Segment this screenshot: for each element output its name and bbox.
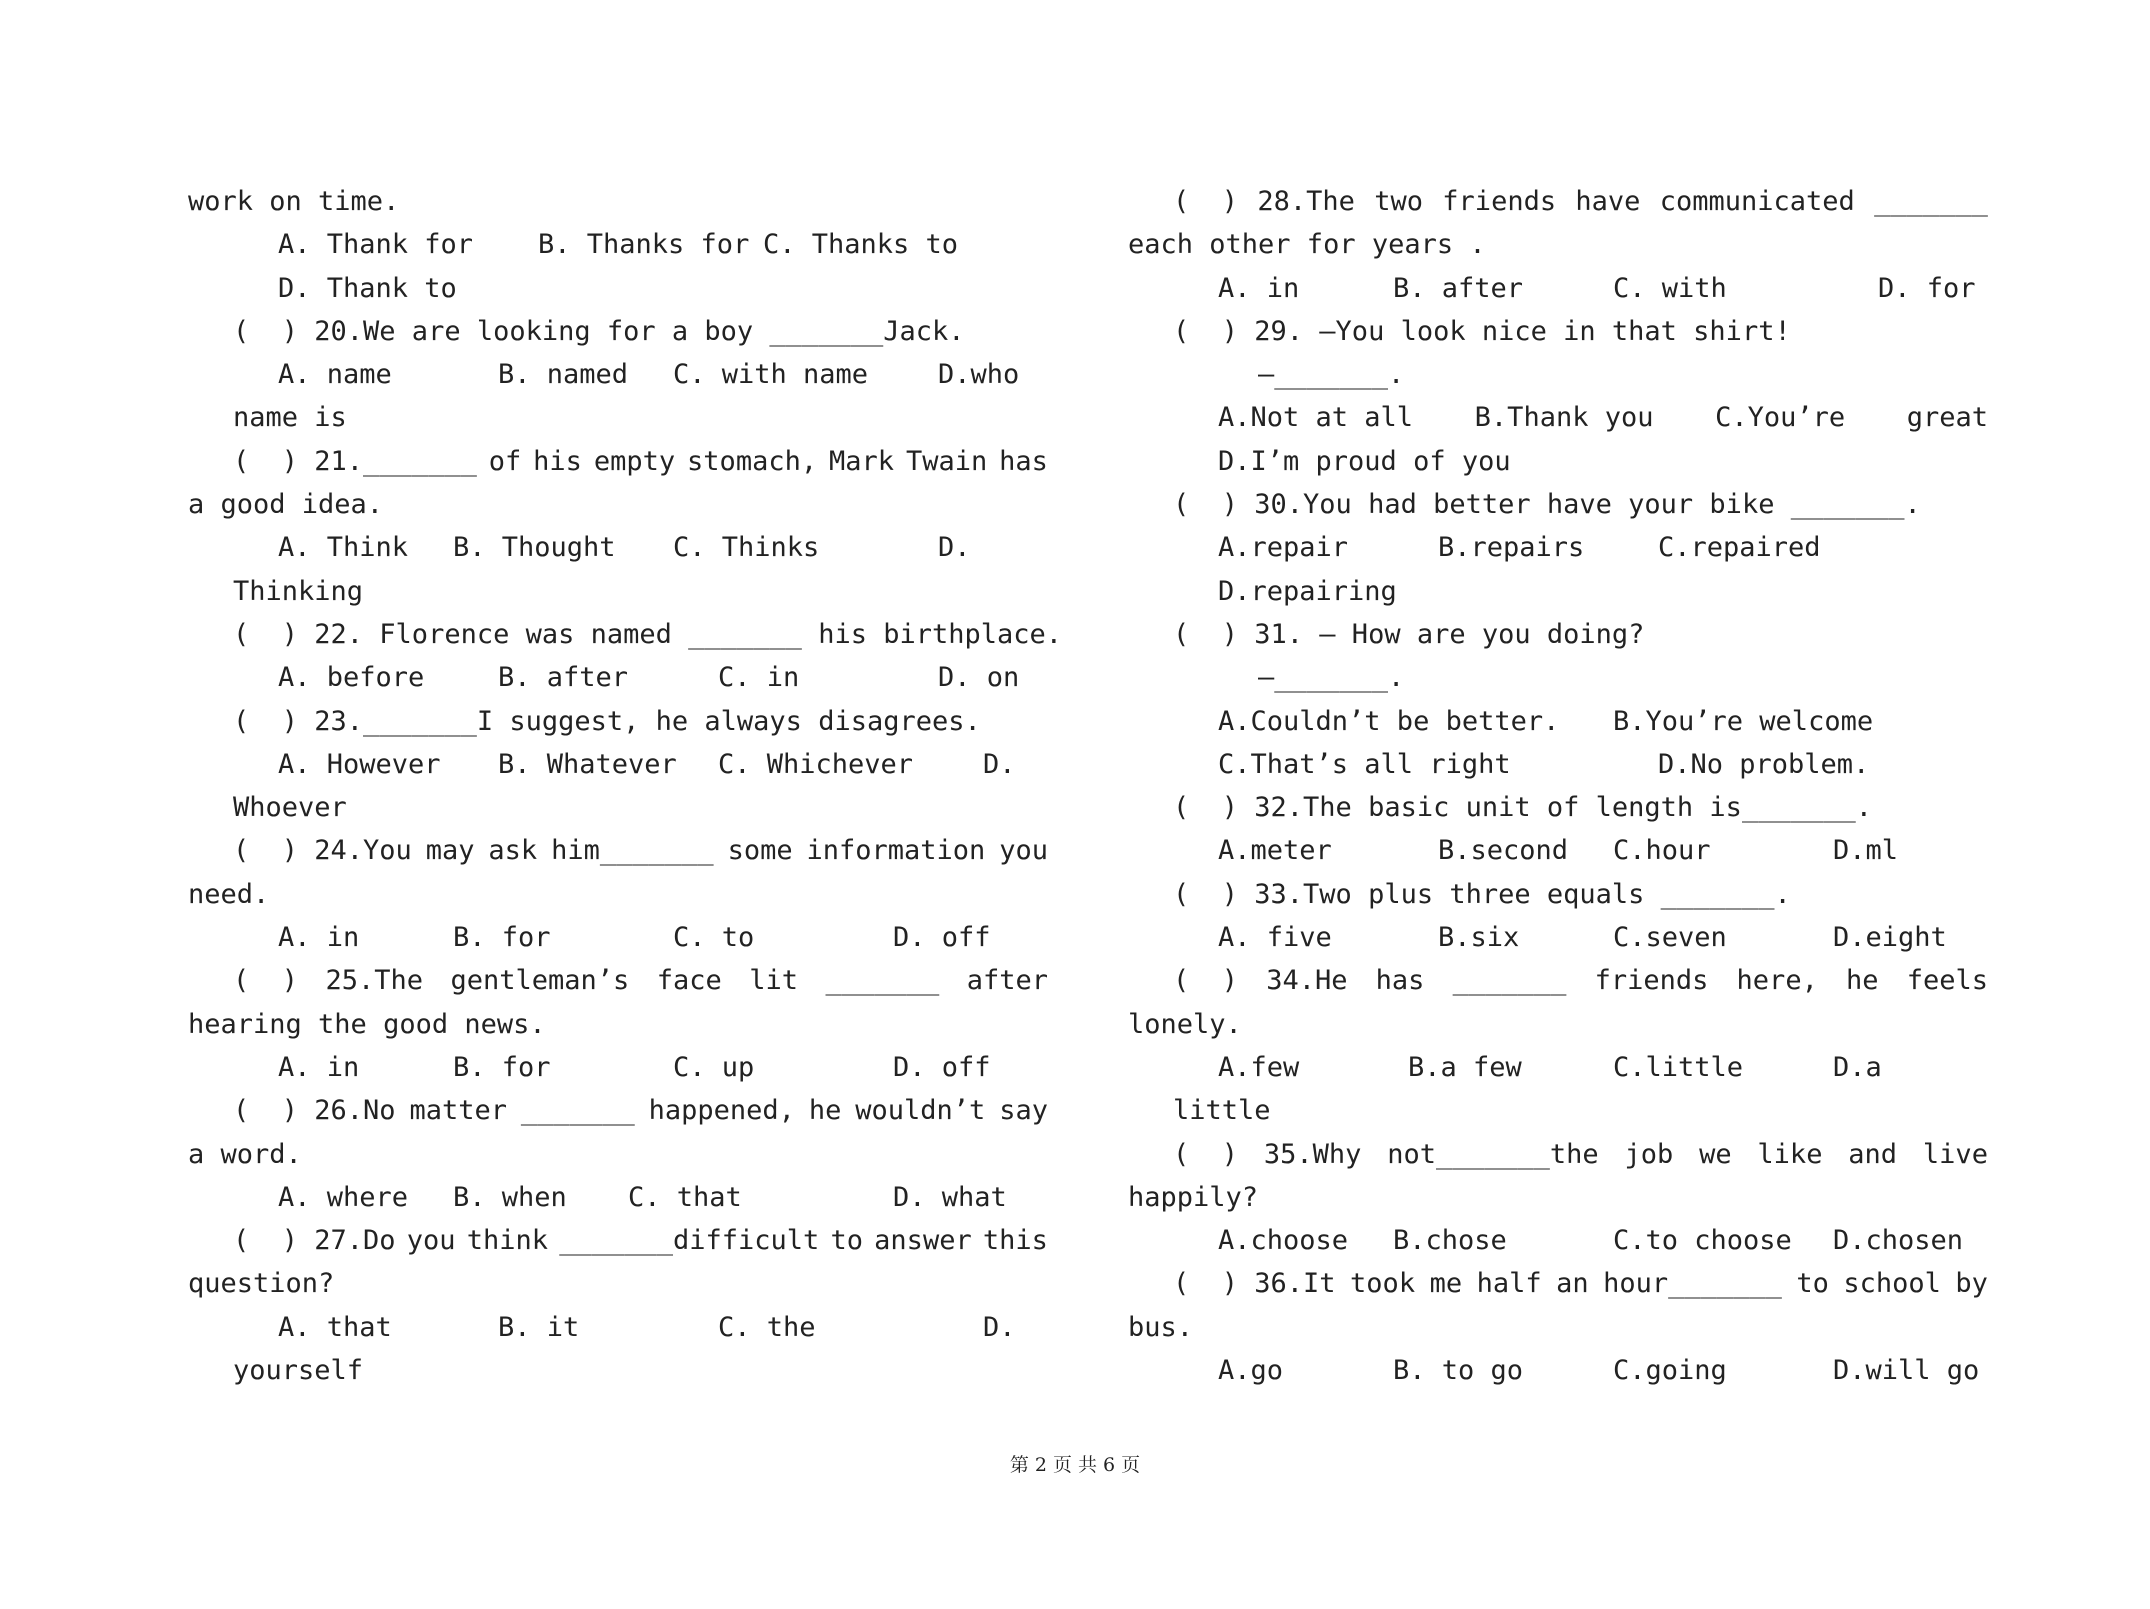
stem-word: think [466,1225,548,1257]
option-c: C. Whichever [718,748,914,780]
question-32-options [1128,829,1988,872]
option-b: B. after [1393,272,1524,304]
stem-word: here, [1736,965,1818,997]
option-d-continued: yourself [233,1355,364,1387]
option-b: B. Whatever [498,748,677,780]
stem-word: two [1374,186,1423,217]
stem-word: Twain [905,445,988,477]
stem-word: half [1476,1268,1542,1300]
page-number-footer: 第 2 页 共 6 页 [1009,1454,1141,1476]
option-d: D. [983,1311,1016,1343]
option-a: A. five [1218,922,1332,954]
option-c: C.hour [1613,835,1711,867]
question-31-response: —_______. [1258,662,1405,694]
option-d: D. [938,532,971,564]
stem-word: this [982,1225,1048,1257]
option-b: B. Thought [453,532,616,564]
option-d: D. for [1878,272,1976,304]
option-c: C. the [718,1311,816,1343]
stem-word: we [1699,1138,1732,1170]
stem-word: feels [1906,965,1988,997]
question-21-stem-continued: a good idea. [188,489,384,521]
stem-word: ( ) 21._______ [233,445,477,477]
stem-word: to [830,1225,863,1257]
option-b: B.six [1438,922,1520,954]
option-c: C. that [628,1181,742,1213]
stem-word: hour_______ [1603,1268,1782,1300]
stem-word: 28.The [1257,186,1355,217]
stem-word: and [1848,1138,1898,1170]
stem-word: he [808,1095,842,1127]
option-d: D.ml [1833,835,1899,867]
stem-word: ( ) 27.Do [233,1225,396,1257]
question-30-stem: ( ) 30.You had better have your bike _______. [1173,489,1921,521]
stem-word: of [488,445,522,477]
question-29-stem: ( ) 29. —You look nice in that shirt! [1173,315,1791,347]
stem-word: he [1846,965,1879,997]
question-29-options [1128,396,1988,439]
option-a: A.Couldn’t be better. [1218,705,1560,737]
stem-word: school [1843,1268,1941,1300]
option-d-continued: name is [233,402,347,434]
stem-word: his [533,445,582,477]
stem-word: _______ [1874,186,1988,217]
question-32-stem: ( ) 32.The basic unit of length is_______. [1173,792,1872,824]
stem-word: may [425,835,475,867]
stem-word: after [966,965,1048,997]
option-b: B.You’re welcome [1613,705,1874,737]
option-b: B. it [498,1311,580,1343]
stem-word: information [806,835,986,867]
question-30-options [1128,526,1988,569]
stem-word: friends [1442,186,1557,217]
question-21-options [188,526,1048,569]
stem-word: some [727,835,793,867]
question-31-options-row2 [1128,743,1988,786]
question-20-options [188,353,1048,396]
question-27-stem-continued: question? [188,1268,335,1300]
question-33-options [1128,916,1988,959]
option-d: D.No problem. [1658,748,1870,780]
option-a: A. that [278,1311,392,1343]
stem-word: matter [409,1095,508,1127]
question-26-stem [188,1089,1048,1132]
question-29-response: —_______. [1258,359,1405,391]
stem-word: live [1922,1138,1988,1170]
stem-word: like [1757,1138,1823,1170]
option-d: D. off [893,1051,991,1083]
question-24-stem [188,829,1048,872]
question-25-stem-continued: hearing the good news. [188,1008,546,1040]
question-25-stem [188,959,1048,1002]
question-26-stem-continued: a word. [188,1138,302,1170]
stem-word: ( ) [1173,186,1239,217]
stem-word: job [1624,1138,1674,1170]
option-a: A. before [278,662,425,694]
question-31-options [1128,700,1988,743]
option-d: D.repairing [1218,575,1397,607]
question-33-stem: ( ) 33.Two plus three equals _______. [1173,878,1791,910]
option-c: C.to choose [1613,1225,1792,1257]
question-26-options [188,1176,1048,1219]
stem-word: communicated [1659,186,1855,217]
option-d-continued: Thinking [233,575,364,607]
option-b: B. when [453,1181,567,1213]
question-24-options [188,916,1048,959]
stem-word: by [1955,1268,1988,1300]
option-b: B. after [498,662,629,694]
stem-word: ( ) 36.It [1173,1268,1336,1300]
option-d: D.will go [1833,1355,1980,1387]
option-a: A.few [1218,1051,1300,1083]
stem-word: lit [749,965,799,997]
option-c: C. with [1613,272,1727,304]
question-24-stem-continued: need. [188,878,270,910]
option-b: B.chose [1393,1225,1507,1257]
option-d: D.chosen [1833,1225,1964,1257]
option-b: B. for [453,922,551,954]
left-column [188,180,1063,1392]
stem-word: say [999,1095,1048,1127]
option-a: A. However [278,748,441,780]
stem-word: to [1796,1268,1829,1300]
question-28-stem-continued: each other for years . [1128,229,1486,261]
stem-word: ( ) 26.No [233,1095,396,1127]
question-23-options [188,743,1048,786]
option-b: B. for [453,1051,551,1083]
question-20-stem: ( ) 20.We are looking for a boy _______Jack. [233,315,965,347]
option-b: B. Thanks for [538,229,750,261]
question-31-stem: ( ) 31. — How are you doing? [1173,618,1645,650]
option-a: A. in [278,922,360,954]
question-22-stem: ( ) 22. Florence was named _______ his birthplace. [233,618,1063,650]
question-19-options [188,223,1048,266]
option-c: C. up [673,1051,755,1083]
question-19-tail: work on time. [188,186,400,217]
stem-word: you [999,835,1048,867]
question-21-stem [188,440,1048,483]
stem-word: has [1375,965,1425,997]
option-a: A. in [278,1051,360,1083]
stem-word: answer [874,1225,972,1257]
option-d-continued: Whoever [233,792,347,824]
question-25-options [188,1046,1048,1089]
question-27-options [188,1306,1048,1349]
question-28-options [1128,267,1988,310]
question-36-stem [1128,1262,1988,1305]
option-a: A.repair [1218,532,1349,564]
option-a: A.meter [1218,835,1332,867]
question-27-stem [188,1219,1048,1262]
option-b: B. named [498,359,629,391]
stem-word: happened, [648,1095,795,1127]
stem-word: ( ) [1173,1138,1239,1170]
option-c: C. with name [673,359,869,391]
stem-word: Mark [829,445,895,477]
option-d: D. off [893,922,991,954]
stem-word: _______difficult [559,1225,820,1257]
option-c: C. in [718,662,800,694]
option-b: B.repairs [1438,532,1585,564]
stem-word: an [1556,1268,1589,1300]
option-c-continued: great [1906,402,1988,434]
option-d-continued: little [1173,1095,1271,1127]
option-b: B.Thank you [1474,402,1654,434]
question-35-options [1128,1219,1988,1262]
option-a: A.choose [1218,1225,1349,1257]
stem-word: stomach, [687,445,818,477]
stem-word: _______ [825,965,940,997]
stem-word: him_______ [551,835,714,867]
question-36-options [1128,1349,1988,1392]
option-d: D. Thank to [278,272,457,304]
option-b: B.second [1438,835,1569,867]
option-c: C.going [1613,1355,1727,1387]
option-d: D.a [1833,1051,1882,1083]
option-c: C. Thanks to [763,229,959,261]
stem-word: gentleman’s [450,965,630,997]
option-a: A. where [278,1181,409,1213]
option-b: B.a few [1408,1051,1522,1083]
option-d: D. on [938,662,1020,694]
option-c: C.seven [1613,922,1727,954]
option-c: C.That’s all right [1218,748,1511,780]
stem-word: has [999,445,1048,477]
question-34-options [1128,1046,1988,1089]
stem-word: face [656,965,722,997]
question-35-stem-continued: happily? [1128,1181,1259,1213]
option-c: C. to [673,922,755,954]
option-d: D. what [893,1181,1007,1213]
option-c: C.repaired [1658,532,1821,564]
question-34-stem-continued: lonely. [1128,1008,1242,1040]
stem-word: 34.He [1266,965,1348,997]
stem-word: you [406,1225,456,1257]
stem-word: not_______the [1387,1138,1599,1170]
stem-word: ( ) [233,965,299,997]
option-a: A. in [1218,272,1300,304]
option-d: D.eight [1833,922,1947,954]
option-a: A.Not at all [1218,402,1414,434]
stem-word: ( ) [1173,965,1239,997]
stem-word: ( ) 24.You [233,835,412,867]
stem-word: empty [593,445,676,477]
question-35-stem [1128,1133,1988,1176]
option-c: C.little [1613,1051,1744,1083]
option-a: A. Thank for [278,229,474,261]
stem-word: _______ [1452,965,1567,997]
stem-word: 25.The [325,965,424,997]
stem-word: me [1429,1268,1463,1300]
option-b: B. to go [1393,1355,1524,1387]
stem-word: friends [1594,965,1709,997]
stem-word: took [1350,1268,1416,1300]
stem-word: ask [488,835,538,867]
option-c: C.You’re [1715,402,1846,434]
right-column [1128,180,1988,1392]
option-d: D. [983,748,1016,780]
question-36-stem-continued: bus. [1128,1311,1194,1343]
option-a: A. Think [278,532,409,564]
question-28-stem [1128,180,1988,223]
option-a: A.go [1218,1355,1284,1387]
question-22-options [188,656,1048,699]
option-d: D.who [938,359,1020,391]
stem-word: wouldn’t [855,1095,986,1127]
stem-word: _______ [520,1095,635,1127]
option-c: C. Thinks [673,532,820,564]
question-23-stem: ( ) 23._______I suggest, he always disagrees. [233,705,981,737]
question-34-stem [1128,959,1988,1002]
stem-word: have [1575,186,1641,217]
option-d: D.I’m proud of you [1218,445,1511,477]
option-a: A. name [278,359,392,391]
stem-word: 35.Why [1263,1138,1362,1170]
